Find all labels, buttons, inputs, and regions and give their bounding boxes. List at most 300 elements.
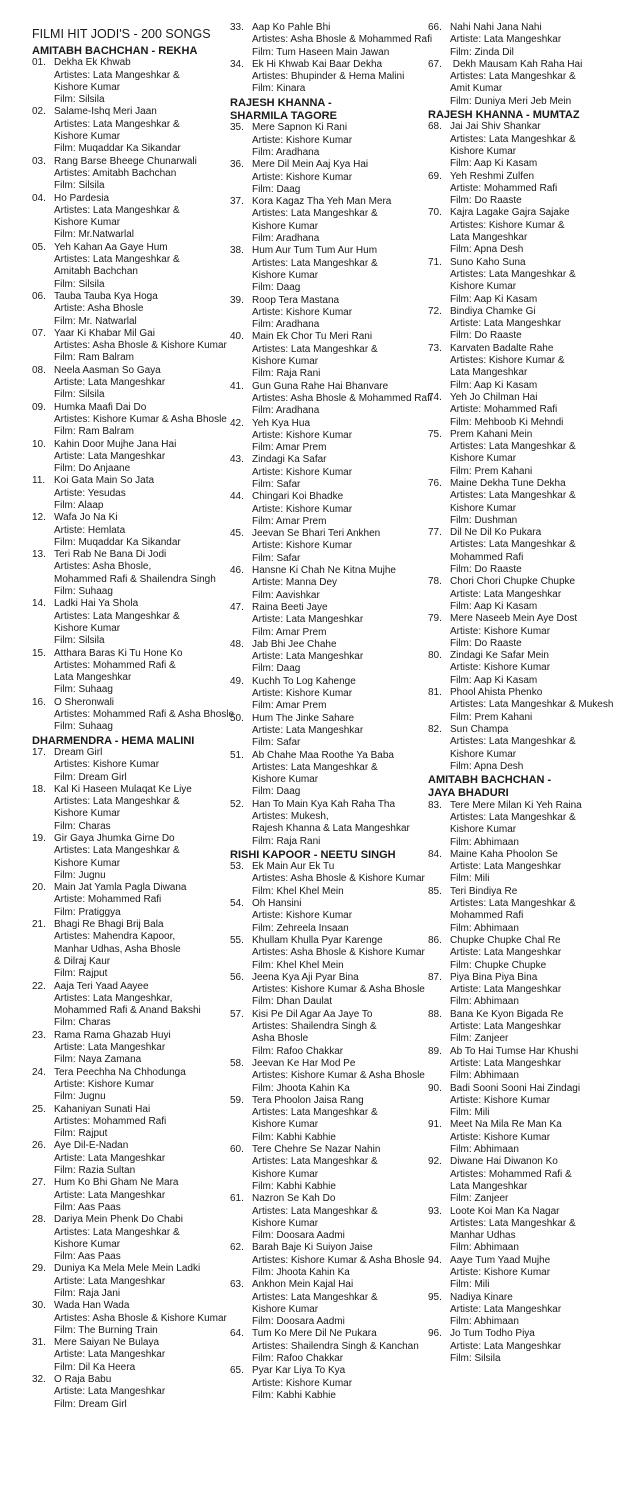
song-detail-line: Kishore Kumar	[252, 1217, 319, 1229]
column-3-entries	[428, 22, 626, 1365]
song-entry	[428, 724, 626, 773]
song-title-row	[32, 156, 230, 168]
song-detail-line: Film: Silsila	[54, 180, 105, 192]
song-detail-line: Artistes: Lata Mangeshkar &	[252, 1205, 378, 1217]
song-number: 45.	[230, 528, 244, 540]
song-detail-line: Film: Daag	[252, 282, 301, 294]
song-entry	[428, 22, 626, 59]
song-title: Chingari Koi Bhadke	[252, 491, 344, 503]
song-title: Suno Kaho Suna	[450, 256, 526, 268]
song-detail-line: Artiste: Lata Mangeshkar	[54, 1189, 166, 1201]
song-number: 56.	[230, 971, 244, 983]
song-title: Chupke Chupke Chal Re	[450, 934, 561, 946]
song-title: Maine Dekha Tune Dekha	[450, 477, 566, 489]
song-detail-line: Artistes: Lata Mangeshkar &	[450, 490, 576, 502]
song-title: Tere Mere Milan Ki Yeh Raina	[450, 799, 582, 811]
song-number: 82.	[428, 723, 442, 735]
song-entry	[32, 1263, 230, 1300]
song-detail-line: Kishore Kumar	[54, 217, 121, 229]
song-entry	[32, 833, 230, 882]
song-detail-line: Artiste: Yesudas	[54, 487, 126, 499]
song-number: 36.	[230, 159, 244, 171]
song-entry	[428, 687, 626, 724]
song-number: 38.	[230, 245, 244, 257]
song-title-row	[230, 454, 428, 466]
song-number: 21.	[32, 919, 46, 931]
column-2	[230, 22, 433, 1402]
song-detail-line: Artistes: Asha Bhosle & Mohammed Rafi	[252, 392, 433, 404]
song-detail-line: Artiste: Lata Mangeshkar	[54, 377, 166, 389]
song-title: O Raja Babu	[54, 1374, 112, 1386]
song-detail-line: Artiste: Lata Mangeshkar	[54, 1275, 166, 1287]
song-number: 92.	[428, 1156, 442, 1168]
song-detail-line: Film: Do Raaste	[450, 564, 522, 576]
song-entry	[428, 171, 626, 208]
song-detail-line: Film: Rajput	[54, 1128, 108, 1140]
song-entry	[32, 475, 230, 512]
song-detail-line: Film: Aavishkar	[252, 589, 320, 601]
song-detail-line: Artistes: Asha Bhosle & Kishore Kumar	[252, 947, 425, 959]
song-detail-line: Mohammed Rafi	[450, 910, 524, 922]
song-title-row	[428, 1328, 626, 1340]
song-detail-line: Artiste: Kishore Kumar	[252, 306, 353, 318]
song-title: Rang Barse Bheege Chunarwali	[54, 155, 197, 167]
song-title: Jai Jai Shiv Shankar	[450, 121, 541, 133]
song-entry	[428, 306, 626, 343]
song-title-row	[32, 549, 230, 561]
song-detail-line: & Dilraj Kaur	[54, 955, 111, 967]
song-title-row	[428, 849, 626, 861]
song-detail-line: Film: Alaap	[54, 499, 104, 511]
song-detail-line: Film: Khel Khel Mein	[252, 959, 344, 971]
song-title-row	[428, 650, 626, 662]
song-detail-line: Film: Abhimaan	[450, 836, 519, 848]
song-entry	[32, 1104, 230, 1141]
song-detail-line: Artiste: Kishore Kumar	[450, 662, 551, 674]
song-title-row	[32, 981, 230, 993]
song-number: 18.	[32, 783, 46, 795]
song-detail-line: Film: Jhoota Kahin Ka	[252, 1082, 350, 1094]
song-title-row	[230, 1058, 428, 1070]
song-number: 73.	[428, 342, 442, 354]
song-title-row	[230, 639, 428, 651]
song-detail-line: Artiste: Lata Mangeshkar	[252, 724, 364, 736]
song-title: Aap Ko Pahle Bhi	[252, 22, 331, 33]
song-detail-line: Kishore Kumar	[252, 269, 319, 281]
song-detail-line: Film: Ram Balram	[54, 352, 135, 364]
song-title-row	[32, 1214, 230, 1226]
song-detail-line: Film: Ram Balram	[54, 426, 135, 438]
song-title-row	[32, 512, 230, 524]
song-detail-line: Kishore Kumar	[450, 281, 517, 293]
song-detail-line: Film: Aradhana	[252, 405, 320, 417]
song-entry	[428, 478, 626, 527]
song-number: 20.	[32, 882, 46, 894]
song-detail-line: Artiste: Hemlata	[54, 524, 126, 536]
song-entry	[428, 935, 626, 972]
song-entry	[428, 849, 626, 886]
song-number: 16.	[32, 696, 46, 708]
song-detail-line: Film: Silsila	[450, 1353, 501, 1365]
song-title: Hum Aur Tum Tum Aur Hum	[252, 245, 378, 257]
section-heading: JAYA BHADURI	[428, 787, 509, 800]
song-number: 89.	[428, 1045, 442, 1057]
song-entry	[32, 882, 230, 919]
song-detail-line: Kishore Kumar	[450, 502, 517, 514]
song-number: 62.	[230, 1242, 244, 1254]
song-title-row	[230, 1365, 428, 1377]
song-detail-line: Film: Zanjeer	[450, 1193, 509, 1205]
song-entry	[32, 106, 230, 155]
song-title-row	[32, 291, 230, 303]
song-number: 94.	[428, 1254, 442, 1266]
song-detail-line: Artistes: Lata Mangeshkar &	[252, 1291, 378, 1303]
song-number: 71.	[428, 256, 442, 268]
song-title-row	[32, 1140, 230, 1152]
song-number: 13.	[32, 549, 46, 561]
song-title: Hansne Ki Chah Ne Kitna Mujhe	[252, 565, 396, 577]
section-heading: AMITABH BACHCHAN -	[428, 774, 552, 787]
song-detail-line: Artistes: Kishore Kumar	[54, 759, 160, 771]
song-title-row	[230, 295, 428, 307]
song-title-row	[230, 750, 428, 762]
song-detail-line: Artiste: Manna Dey	[252, 577, 338, 589]
song-entry	[230, 972, 428, 1009]
song-number: 75.	[428, 428, 442, 440]
song-detail-line: Artiste: Mohammed Rafi	[450, 404, 558, 416]
song-detail-line: Film: Do Raaste	[450, 330, 522, 342]
song-title: Zindagi Ke Safar Mein	[450, 650, 549, 662]
song-detail-line: Artistes: Lata Mangeshkar &	[252, 761, 378, 773]
song-title-row	[230, 59, 428, 71]
song-number: 37.	[230, 196, 244, 208]
song-detail-line: Kishore Kumar	[450, 453, 517, 465]
song-entry	[32, 193, 230, 242]
song-detail-line: Film: Aap Ki Kasam	[450, 158, 538, 170]
song-title: Aye Dil-E-Nadan	[54, 1140, 129, 1152]
song-detail-line: Artiste: Lata Mangeshkar	[252, 651, 364, 663]
song-title-row	[32, 402, 230, 414]
song-title-row	[230, 22, 428, 34]
song-entry	[428, 1046, 626, 1083]
song-number: 32.	[32, 1374, 46, 1386]
song-entry	[230, 676, 428, 713]
song-entry	[230, 1193, 428, 1242]
song-title: Kal Ki Haseen Mulaqat Ke Liye	[54, 783, 192, 795]
song-detail-line: Artiste: Kishore Kumar	[450, 625, 551, 637]
song-entry	[32, 1140, 230, 1177]
song-detail-line: Film: Kinara	[252, 83, 306, 95]
song-entry	[230, 1144, 428, 1193]
song-detail-line: Asha Bhosle	[252, 1033, 309, 1045]
song-title: Bhagi Re Bhagi Brij Bala	[54, 919, 164, 931]
song-title: Oh Hansini	[252, 898, 302, 910]
song-detail-line: Artistes: Asha Bhosle & Kishore Kumar	[54, 1312, 227, 1324]
song-title-row	[428, 1156, 626, 1168]
song-detail-line: Kishore Kumar	[450, 145, 517, 157]
song-detail-line: Film: Daag	[252, 183, 301, 195]
song-entry	[428, 207, 626, 256]
song-title: Nahi Nahi Jana Nahi	[450, 22, 542, 33]
song-number: 27.	[32, 1177, 46, 1189]
section-heading: RAJESH KHANNA -	[230, 96, 332, 109]
song-title-row	[230, 122, 428, 134]
song-number: 72.	[428, 305, 442, 317]
song-title: Kajra Lagake Gajra Sajake	[450, 207, 570, 219]
song-detail-line: Artistes: Lata Mangeshkar &	[252, 343, 378, 355]
song-entry	[230, 380, 433, 418]
column-2-entries	[230, 22, 433, 1402]
song-number: 70.	[428, 207, 442, 219]
song-number: 65.	[230, 1365, 244, 1377]
song-title-row	[428, 1206, 626, 1218]
song-title-row	[428, 478, 626, 490]
song-detail-line: Film: Dream Girl	[54, 1398, 127, 1410]
song-number: 53.	[230, 861, 244, 873]
song-detail-line: Artiste: Lata Mangeshkar	[450, 1340, 562, 1352]
song-title: Yeh Kya Hua	[252, 417, 311, 429]
song-entry	[428, 1292, 626, 1329]
song-entry	[230, 713, 428, 750]
song-title: Jeevan Ke Har Mod Pe	[252, 1057, 356, 1069]
song-detail-line: Artistes: Lata Mangeshkar &	[450, 71, 576, 83]
song-title: Teri Bindiya Re	[450, 885, 518, 897]
column-1	[32, 22, 235, 1411]
song-title: Dekh Mausam Kah Raha Hai	[450, 58, 583, 70]
song-title: Dil Ne Dil Ko Pukara	[450, 527, 542, 539]
song-detail-line: Kishore Kumar	[450, 824, 517, 836]
song-number: 02.	[32, 106, 46, 118]
song-detail-line: Film: Zehreela Insaan	[252, 922, 349, 934]
song-detail-line: Film: Aap Ki Kasam	[450, 674, 538, 686]
song-detail-line: Film: Apna Desh	[450, 760, 524, 772]
song-title-row	[32, 1177, 230, 1189]
song-title: Mere Saiyan Ne Bulaya	[54, 1337, 160, 1349]
song-detail-line: Kishore Kumar	[54, 622, 121, 634]
song-number: 09.	[32, 401, 46, 413]
song-detail-line: Film: Abhimaan	[450, 922, 519, 934]
song-detail-line: Rajesh Khanna & Lata Mangeshkar	[252, 823, 410, 835]
song-detail-line: Film: Rafoo Chakkar	[252, 1045, 344, 1057]
song-detail-line: Mohammed Rafi & Anand Bakshi	[54, 1005, 201, 1017]
song-detail-line: Film: Daag	[252, 786, 301, 798]
song-number: 46.	[230, 565, 244, 577]
song-detail-line: Film: Aap Ki Kasam	[450, 600, 538, 612]
song-detail-line: Artistes: Lata Mangeshkar &	[450, 812, 576, 823]
song-detail-line: Artistes: Kishore Kumar & Asha Bhosle	[252, 1254, 425, 1266]
song-number: 79.	[428, 613, 442, 625]
song-detail-line: Artistes: Kishore Kumar &	[450, 355, 565, 367]
song-entry	[230, 528, 428, 565]
song-entry	[230, 1058, 428, 1095]
song-title: Duniya Ka Mela Mele Mein Ladki	[54, 1263, 201, 1275]
song-title-row	[428, 527, 626, 539]
song-number: 77.	[428, 527, 442, 539]
song-entry	[32, 156, 230, 193]
song-title: Bindiya Chamke Gi	[450, 305, 536, 317]
song-detail-line: Film: Silsila	[54, 278, 105, 290]
song-title: Bana Ke Kyon Bigada Re	[450, 1008, 564, 1020]
song-number: 39.	[230, 294, 244, 306]
song-number: 19.	[32, 833, 46, 844]
song-detail-line: Artiste: Lata Mangeshkar	[54, 1386, 166, 1398]
song-title: Ladki Hai Ya Shola	[54, 598, 139, 610]
song-entry	[230, 1095, 428, 1144]
song-detail-line: Artistes: Mohammed Rafi	[54, 1115, 167, 1127]
song-detail-line: Artistes: Lata Mangeshkar &	[252, 208, 378, 220]
song-entry	[32, 242, 230, 291]
song-entry	[230, 898, 428, 935]
song-title-row	[32, 919, 230, 931]
song-entry	[428, 576, 626, 613]
song-title-row	[32, 1030, 230, 1042]
song-number: 66.	[428, 22, 442, 33]
song-title-row	[32, 1104, 230, 1116]
song-detail-line: Manhar Udhas, Asha Bhosle	[54, 943, 181, 955]
song-detail-line: Artiste: Kishore Kumar	[252, 1377, 353, 1389]
song-detail-line: Film: Silsila	[54, 389, 105, 401]
song-entry	[230, 1009, 428, 1058]
song-number: 15.	[32, 647, 46, 659]
song-entry	[32, 439, 230, 476]
song-number: 11.	[32, 475, 46, 487]
song-title: Ab To Hai Tumse Har Khushi	[450, 1045, 579, 1057]
song-detail-line: Film: Amar Prem	[252, 515, 327, 527]
song-title: Raina Beeti Jaye	[252, 601, 328, 613]
song-number: 17.	[32, 746, 46, 758]
song-detail-line: Lata Mangeshkar	[450, 232, 528, 244]
song-detail-line: Artiste: Kishore Kumar	[252, 134, 353, 146]
song-entry	[32, 512, 230, 549]
song-title-row	[428, 576, 626, 588]
song-detail-line: Kishore Kumar	[252, 356, 319, 368]
song-number: 83.	[428, 799, 442, 811]
song-entry	[428, 972, 626, 1009]
song-entry	[230, 935, 428, 972]
song-entry	[230, 1279, 428, 1328]
song-entry	[230, 1365, 428, 1402]
song-title-row	[32, 365, 230, 377]
song-number: 58.	[230, 1057, 244, 1069]
song-detail-line: Film: Mili	[450, 873, 490, 885]
song-number: 25.	[32, 1103, 46, 1115]
song-number: 55.	[230, 934, 244, 946]
song-detail-line: Artiste: Mohammed Rafi	[54, 894, 162, 906]
song-entry	[428, 121, 626, 170]
song-detail-line: Film: Chupke Chupke	[450, 959, 547, 971]
song-detail-line: Film: Mili	[450, 1107, 490, 1119]
song-detail-line: Artiste: Kishore Kumar	[252, 688, 353, 700]
song-detail-line: Artiste: Lata Mangeshkar	[252, 614, 364, 626]
song-title: Yaar Ki Khabar Mil Gai	[54, 327, 155, 339]
song-detail-line: Artistes: Lata Mangeshkar &	[54, 796, 180, 808]
song-entry	[428, 257, 626, 306]
song-title: Maine Kaha Phoolon Se	[450, 848, 558, 860]
song-detail-line: Kishore Kumar	[252, 1119, 319, 1131]
song-title-row	[428, 121, 626, 133]
song-detail-line: Artistes: Lata Mangeshkar &	[252, 1107, 378, 1119]
song-detail-line: Artiste: Lata Mangeshkar	[54, 1152, 166, 1164]
song-number: 80.	[428, 650, 442, 662]
song-title-row	[428, 613, 626, 625]
song-number: 49.	[230, 675, 244, 687]
song-detail-line: Artistes: Lata Mangeshkar,	[54, 992, 173, 1004]
song-number: 43.	[230, 454, 244, 466]
song-detail-line: Film: Mili	[450, 1279, 490, 1291]
song-title-row	[32, 747, 230, 759]
song-title: Dekha Ek Khwab	[54, 57, 131, 69]
song-detail-line: Kishore Kumar	[54, 857, 121, 869]
song-title-row	[32, 242, 230, 254]
song-title-row	[428, 935, 626, 947]
song-detail-line: Film: Abhimaan	[450, 1242, 519, 1254]
song-detail-line: Artistes: Asha Bhosle,	[54, 561, 152, 573]
song-title: Main Jat Yamla Pagla Diwana	[54, 882, 187, 894]
song-title: Gir Gaya Jhumka Girne Do	[54, 833, 175, 844]
song-title-row	[32, 784, 230, 796]
song-detail-line: Artistes: Lata Mangeshkar &	[54, 204, 180, 216]
song-number: 23.	[32, 1029, 46, 1041]
song-detail-line: Kishore Kumar	[54, 1238, 121, 1250]
song-title-row	[230, 331, 428, 343]
song-title: Phool Ahista Phenko	[450, 687, 543, 699]
song-number: 78.	[428, 576, 442, 588]
song-title-row	[32, 57, 230, 69]
song-entry	[230, 799, 428, 848]
song-number: 93.	[428, 1205, 442, 1217]
song-entry	[428, 429, 626, 478]
song-entry	[32, 1030, 230, 1067]
song-number: 06.	[32, 290, 46, 302]
song-detail-line: Lata Mangeshkar	[450, 367, 528, 379]
song-title: Neela Aasman So Gaya	[54, 364, 161, 376]
song-entry	[32, 57, 230, 106]
song-number: 60.	[230, 1144, 244, 1156]
song-detail-line: Lata Mangeshkar	[450, 1180, 528, 1192]
song-number: 81.	[428, 687, 442, 699]
song-number: 30.	[32, 1300, 46, 1312]
song-detail-line: Film: Do Raaste	[450, 637, 522, 649]
song-number: 33.	[230, 22, 244, 33]
song-detail-line: Film: Mehboob Ki Mehndi	[450, 416, 564, 428]
song-detail-line: Film: Kabhi Kabhie	[252, 1131, 336, 1143]
song-detail-line: Kishore Kumar	[252, 1303, 319, 1315]
song-title: Tera Peechha Na Chhodunga	[54, 1066, 186, 1078]
song-detail-line: Film: Aradhana	[252, 146, 320, 158]
song-detail-line: Artiste: Kishore Kumar	[252, 540, 353, 552]
song-entry	[428, 886, 626, 935]
song-detail-line: Kishore Kumar	[54, 131, 121, 143]
song-detail-line: Film: Jugnu	[54, 1091, 106, 1103]
song-entry	[230, 602, 428, 639]
song-detail-line: Artistes: Lata Mangeshkar &	[54, 1226, 180, 1238]
song-detail-line: Film: Naya Zamana	[54, 1054, 142, 1066]
song-detail-line: Film: Doosara Aadmi	[252, 1230, 345, 1242]
song-detail-line: Film: Zinda Dil	[450, 46, 514, 58]
song-detail-line: Kishore Kumar	[54, 81, 121, 93]
song-title-row	[428, 1046, 626, 1058]
song-detail-line: Artistes: Bhupinder & Hema Malini	[252, 71, 405, 83]
song-entry	[32, 328, 230, 365]
song-detail-line: Artiste: Asha Bhosle	[54, 303, 144, 315]
song-detail-line: Artistes: Lata Mangeshkar &	[252, 1156, 378, 1168]
song-title-row	[428, 687, 626, 699]
song-detail-line: Film: Suhaag	[54, 721, 113, 733]
song-detail-line: Film: Aradhana	[252, 319, 320, 331]
song-title-row	[428, 886, 626, 898]
song-title: Mere Sapnon Ki Rani	[252, 122, 348, 134]
song-title-row	[428, 343, 626, 355]
